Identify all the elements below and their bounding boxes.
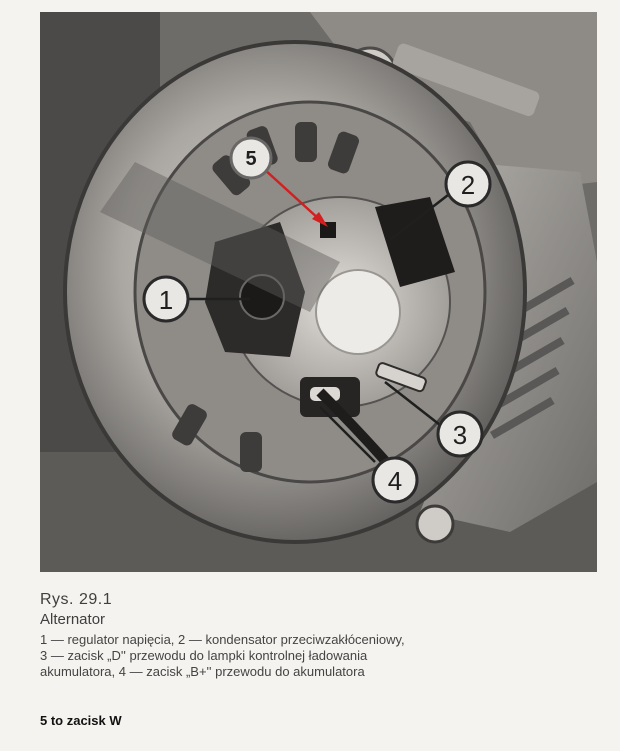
alternator-photo xyxy=(40,12,597,572)
callout-3-label: 3 xyxy=(452,420,468,450)
callout-1-label: 1 xyxy=(158,285,174,315)
handwritten-note: 5 to zacisk W xyxy=(40,713,122,728)
figure-title: Alternator xyxy=(40,611,106,628)
terminal-w xyxy=(320,222,336,238)
figure-legend xyxy=(40,632,600,680)
photo-illustration xyxy=(40,12,597,572)
callout-5-label: 5 xyxy=(245,148,257,170)
lower-bolt xyxy=(417,506,453,542)
legend-line-2: 3 — zacisk „D'' przewodu do lampki kontrolnej ładowania xyxy=(40,648,368,663)
callout-4-label: 4 xyxy=(387,466,403,496)
figure-caption xyxy=(40,590,600,680)
callout-2-label: 2 xyxy=(460,170,476,200)
legend-line-1: 1 — regulator napięcia, 2 — kondensator przeciwzakłóceniowy, xyxy=(40,632,405,647)
figure-number: Rys. 29.1 xyxy=(40,591,113,608)
bearing-cap xyxy=(316,270,400,354)
legend-line-3: akumulatora, 4 — zacisk „B+'' przewodu do akumulatora xyxy=(40,664,365,679)
